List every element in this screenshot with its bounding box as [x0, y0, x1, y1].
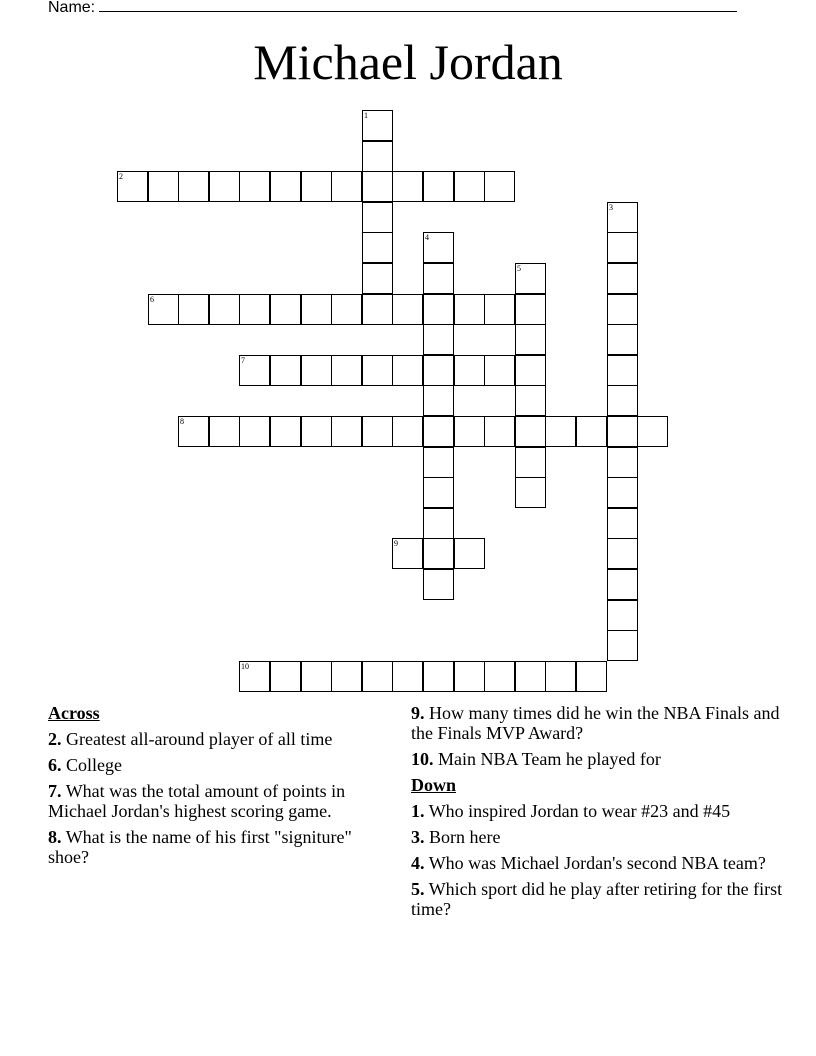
- down-heading: Down: [411, 775, 457, 795]
- grid-cell[interactable]: [239, 416, 270, 447]
- cell-number: 2: [119, 172, 123, 181]
- clue-down-4: [411, 853, 791, 873]
- grid-cell[interactable]: [454, 416, 485, 447]
- grid-cell[interactable]: [423, 569, 454, 600]
- grid-cell[interactable]: [178, 171, 209, 202]
- clues-column-left: [48, 703, 368, 873]
- grid-cell[interactable]: [239, 355, 270, 386]
- grid-cell[interactable]: [607, 447, 638, 478]
- cell-number: 10: [241, 662, 249, 671]
- grid-cell[interactable]: [607, 263, 638, 294]
- clue-text: What is the name of his first "signiture" shoe?: [48, 827, 352, 867]
- grid-cell[interactable]: [515, 294, 546, 325]
- cell-number: 9: [394, 539, 398, 548]
- grid-cell[interactable]: [270, 171, 301, 202]
- cell-number: 1: [364, 111, 368, 120]
- grid-cell[interactable]: [515, 477, 546, 508]
- grid-cell[interactable]: [362, 232, 393, 263]
- grid-cell[interactable]: [362, 661, 393, 692]
- grid-cell[interactable]: [576, 416, 607, 447]
- clue-down-1: [411, 801, 791, 821]
- grid-cell[interactable]: [362, 171, 393, 202]
- grid-cell[interactable]: [423, 294, 454, 325]
- grid-cell[interactable]: [239, 661, 270, 692]
- grid-cell[interactable]: [301, 171, 332, 202]
- clue-text: Which sport did he play after retiring for the first time?: [411, 879, 783, 919]
- grid-cell[interactable]: [423, 355, 454, 386]
- grid-cell[interactable]: [454, 171, 485, 202]
- clue-number: 9.: [411, 703, 425, 723]
- grid-cell[interactable]: [362, 110, 393, 141]
- cell-number: 7: [241, 356, 245, 365]
- clue-text: Who inspired Jordan to wear #23 and #45: [428, 801, 731, 821]
- grid-cell[interactable]: [423, 508, 454, 539]
- grid-cell[interactable]: [484, 294, 515, 325]
- grid-cell[interactable]: [301, 661, 332, 692]
- grid-cell[interactable]: [515, 661, 546, 692]
- grid-cell[interactable]: [362, 141, 393, 172]
- grid-cell[interactable]: [148, 294, 179, 325]
- grid-cell[interactable]: [637, 416, 668, 447]
- cell-number: 5: [517, 264, 521, 273]
- clue-across-6: [48, 755, 368, 775]
- clue-number: 10.: [411, 749, 434, 769]
- clue-number: 6.: [48, 755, 62, 775]
- grid-cell[interactable]: [362, 355, 393, 386]
- grid-cell[interactable]: [270, 355, 301, 386]
- clue-number: 1.: [411, 801, 425, 821]
- grid-cell[interactable]: [607, 630, 638, 661]
- grid-cell[interactable]: [209, 294, 240, 325]
- clue-number: 3.: [411, 827, 425, 847]
- grid-cell[interactable]: [607, 355, 638, 386]
- grid-cell[interactable]: [301, 294, 332, 325]
- cell-number: 3: [609, 203, 613, 212]
- grid-cell[interactable]: [423, 385, 454, 416]
- grid-cell[interactable]: [392, 171, 423, 202]
- grid-cell[interactable]: [392, 355, 423, 386]
- clue-text: Born here: [429, 827, 501, 847]
- clue-number: 8.: [48, 827, 62, 847]
- grid-cell[interactable]: [515, 416, 546, 447]
- grid-cell[interactable]: [607, 508, 638, 539]
- grid-cell[interactable]: [209, 416, 240, 447]
- grid-cell[interactable]: [423, 324, 454, 355]
- grid-cell[interactable]: [607, 232, 638, 263]
- clue-across-2: [48, 729, 368, 749]
- cell-number: 8: [180, 417, 184, 426]
- grid-cell[interactable]: [301, 355, 332, 386]
- grid-cell[interactable]: [331, 171, 362, 202]
- grid-cell[interactable]: [607, 202, 638, 233]
- grid-cell[interactable]: [362, 416, 393, 447]
- clue-number: 4.: [411, 853, 425, 873]
- grid-cell[interactable]: [515, 355, 546, 386]
- grid-cell[interactable]: [331, 355, 362, 386]
- grid-cell[interactable]: [576, 661, 607, 692]
- grid-cell[interactable]: [423, 171, 454, 202]
- grid-cell[interactable]: [423, 263, 454, 294]
- grid-cell[interactable]: [331, 416, 362, 447]
- grid-cell[interactable]: [117, 171, 148, 202]
- cell-number: 6: [150, 295, 154, 304]
- clue-across-8: [48, 827, 368, 867]
- clue-number: 7.: [48, 781, 62, 801]
- grid-cell[interactable]: [423, 447, 454, 478]
- grid-cell[interactable]: [239, 294, 270, 325]
- clue-number: 2.: [48, 729, 62, 749]
- grid-cell[interactable]: [515, 263, 546, 294]
- grid-cell[interactable]: [270, 294, 301, 325]
- cell-number: 4: [425, 233, 429, 242]
- grid-cell[interactable]: [607, 538, 638, 569]
- grid-cell[interactable]: [239, 171, 270, 202]
- grid-cell[interactable]: [454, 538, 485, 569]
- grid-cell[interactable]: [423, 477, 454, 508]
- grid-cell[interactable]: [423, 232, 454, 263]
- grid-cell[interactable]: [607, 477, 638, 508]
- grid-cell[interactable]: [362, 202, 393, 233]
- grid-cell[interactable]: [607, 569, 638, 600]
- grid-cell[interactable]: [484, 171, 515, 202]
- clue-text: Greatest all-around player of all time: [66, 729, 333, 749]
- clue-across-7: [48, 781, 368, 821]
- clue-down-5: [411, 879, 791, 919]
- clue-text: College: [66, 755, 122, 775]
- across-heading: Across: [48, 703, 100, 723]
- grid-cell[interactable]: [423, 538, 454, 569]
- grid-cell[interactable]: [607, 324, 638, 355]
- grid-cell[interactable]: [515, 324, 546, 355]
- grid-cell[interactable]: [331, 294, 362, 325]
- grid-cell[interactable]: [484, 416, 515, 447]
- grid-cell[interactable]: [484, 661, 515, 692]
- grid-cell[interactable]: [454, 661, 485, 692]
- grid-cell[interactable]: [362, 294, 393, 325]
- grid-cell[interactable]: [209, 171, 240, 202]
- grid-cell[interactable]: [178, 416, 209, 447]
- grid-cell[interactable]: [515, 385, 546, 416]
- grid-cell[interactable]: [392, 538, 423, 569]
- grid-cell[interactable]: [423, 416, 454, 447]
- clues-column-right: [411, 703, 791, 925]
- grid-cell[interactable]: [454, 294, 485, 325]
- grid-cell[interactable]: [270, 661, 301, 692]
- clue-text: What was the total amount of points in Michael Jordan's highest scoring game.: [48, 781, 346, 821]
- grid-cell[interactable]: [607, 294, 638, 325]
- name-label: Name:: [48, 0, 96, 16]
- clue-across-9: [411, 703, 791, 743]
- grid-cell[interactable]: [545, 661, 576, 692]
- grid-cell[interactable]: [515, 447, 546, 478]
- page-title: Michael Jordan: [253, 34, 563, 90]
- clue-text: Main NBA Team he played for: [438, 749, 661, 769]
- grid-cell[interactable]: [392, 416, 423, 447]
- grid-cell[interactable]: [301, 416, 332, 447]
- grid-cell[interactable]: [423, 661, 454, 692]
- grid-cell[interactable]: [607, 600, 638, 631]
- clue-text: Who was Michael Jordan's second NBA team?: [428, 853, 766, 873]
- grid-cell[interactable]: [545, 416, 576, 447]
- grid-cell[interactable]: [484, 355, 515, 386]
- grid-cell[interactable]: [607, 416, 638, 447]
- grid-cell[interactable]: [270, 416, 301, 447]
- grid-cell[interactable]: [178, 294, 209, 325]
- grid-cell[interactable]: [392, 294, 423, 325]
- grid-cell[interactable]: [331, 661, 362, 692]
- grid-cell[interactable]: [148, 171, 179, 202]
- grid-cell[interactable]: [454, 355, 485, 386]
- clue-across-10: [411, 749, 791, 769]
- clue-text: How many times did he win the NBA Finals and the Finals MVP Award?: [411, 703, 780, 743]
- grid-cell[interactable]: [607, 385, 638, 416]
- clue-number: 5.: [411, 879, 425, 899]
- grid-cell[interactable]: [392, 661, 423, 692]
- clue-down-3: [411, 827, 791, 847]
- grid-cell[interactable]: [362, 263, 393, 294]
